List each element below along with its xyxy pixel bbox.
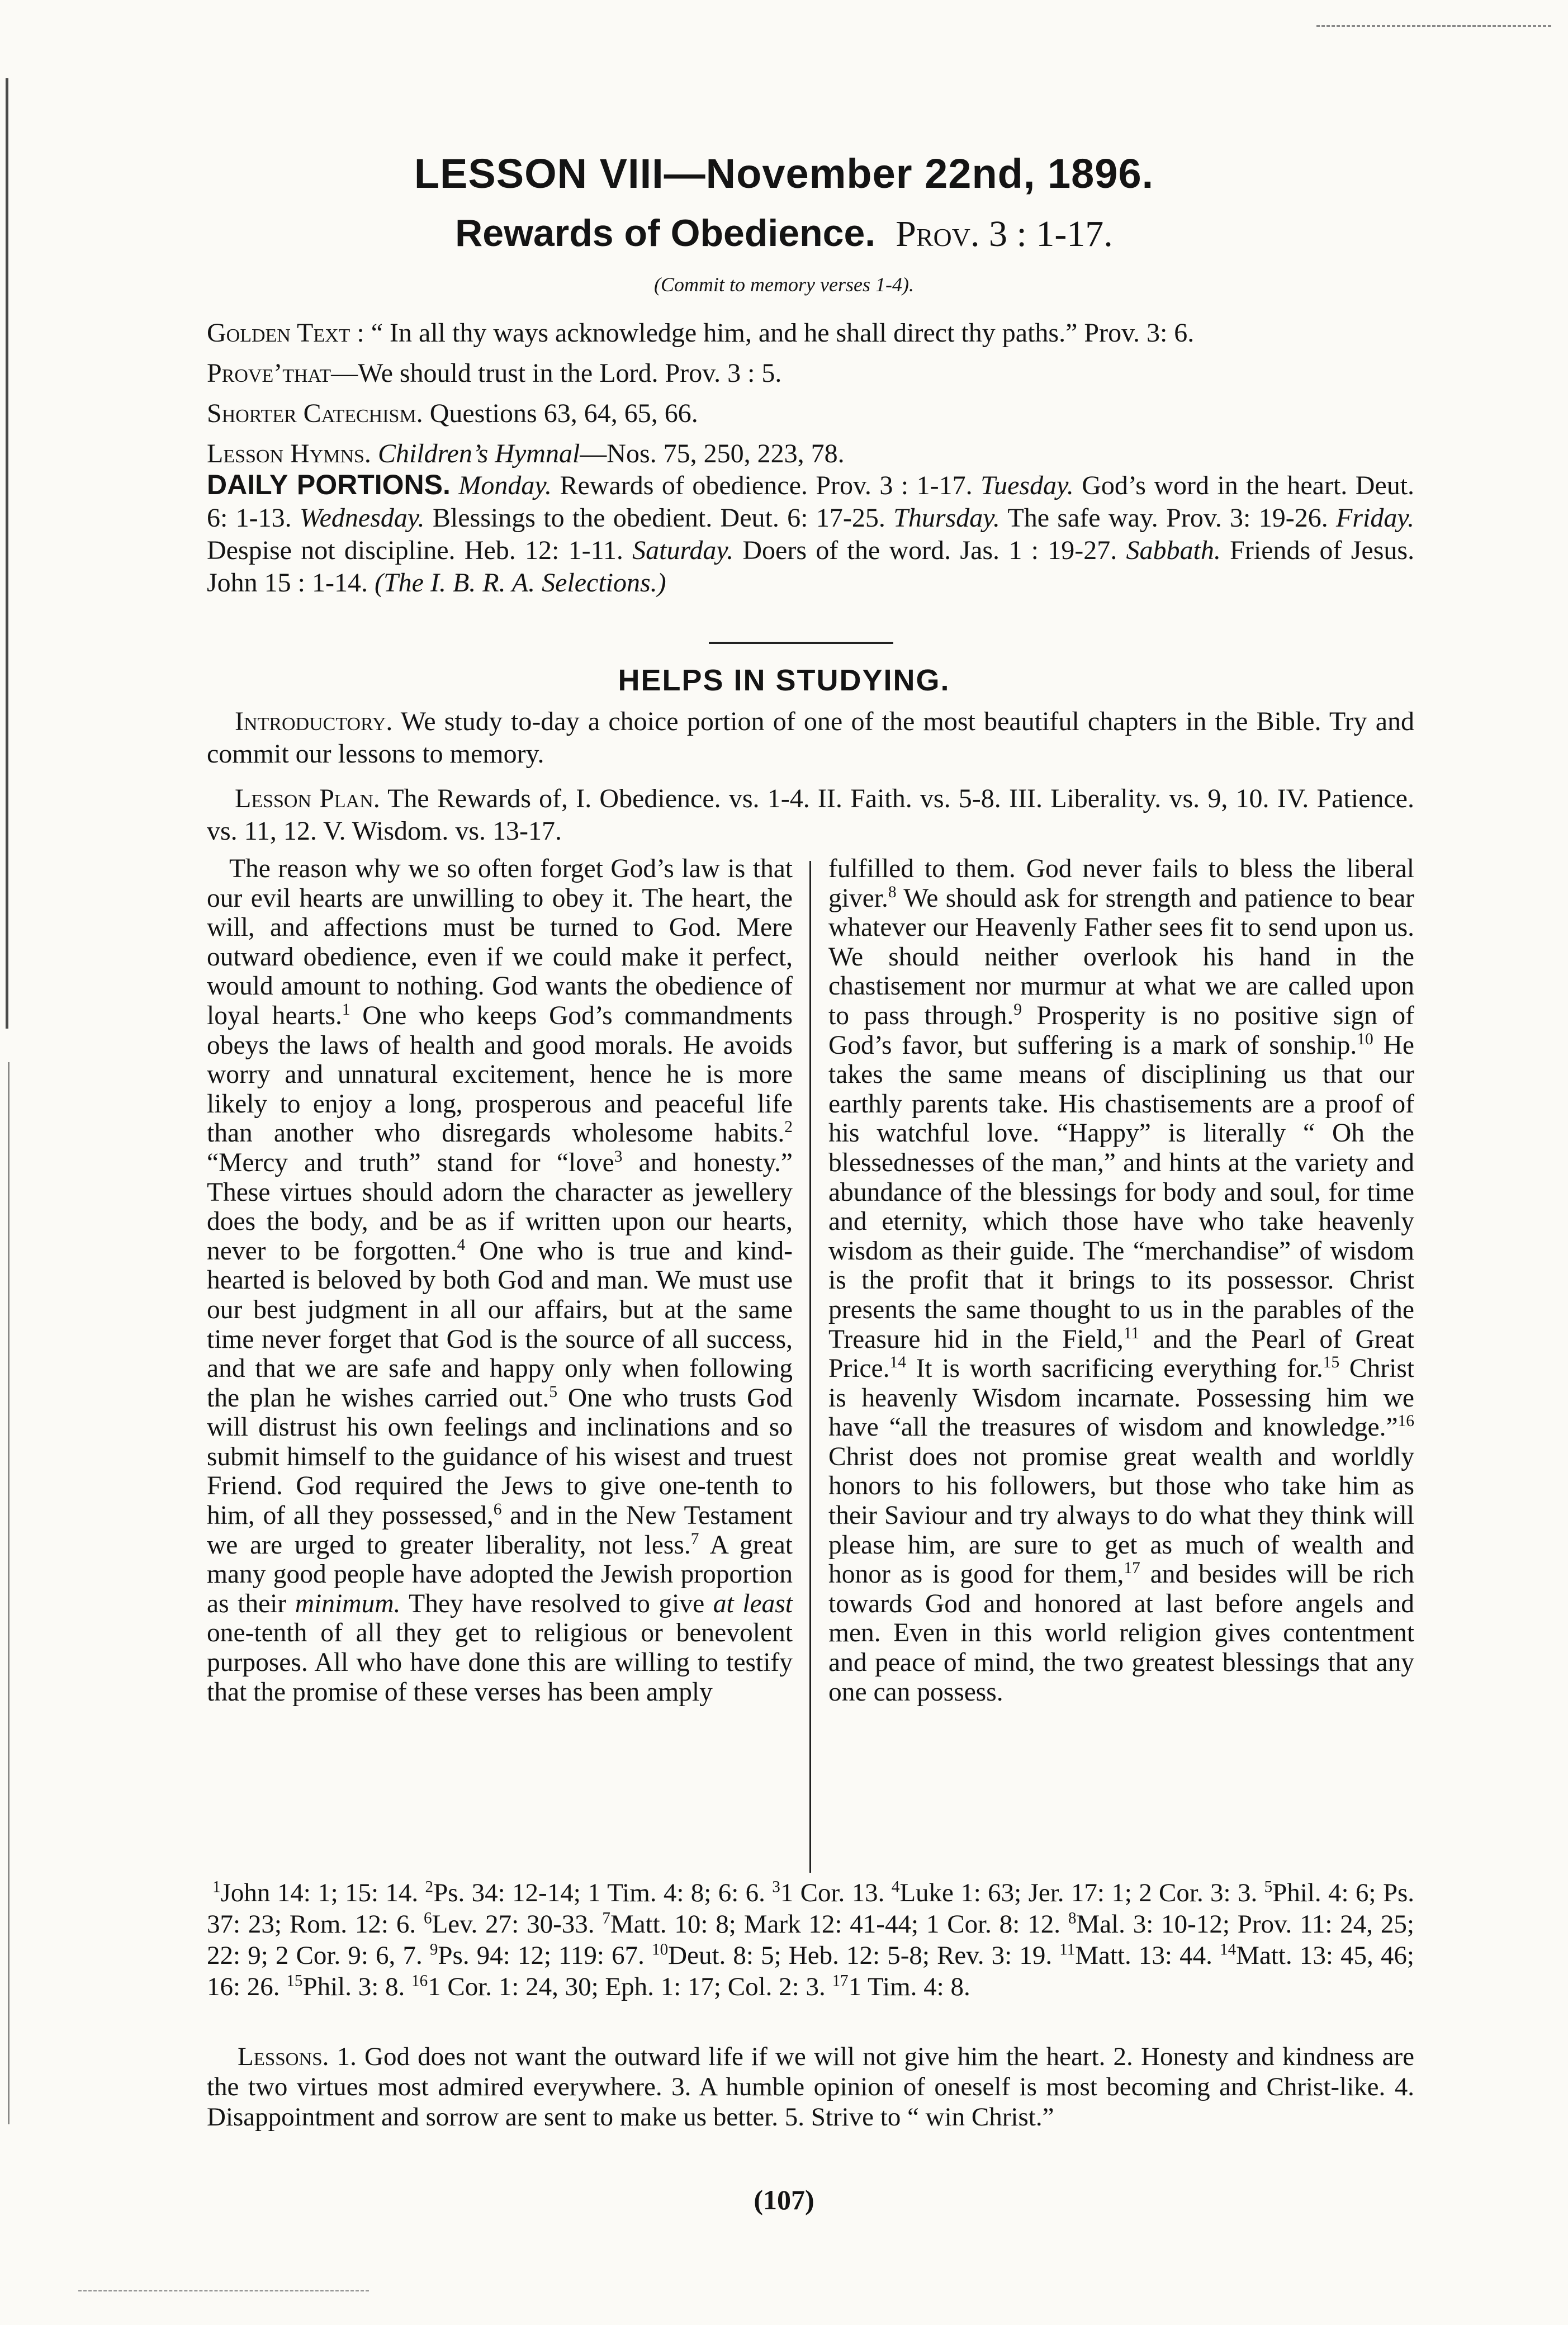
- daily-portions-heading: DAILY PORTIONS.: [207, 469, 451, 500]
- daily-item-text: Blessings to the obedient. Deut. 6: 17-25.: [432, 503, 885, 533]
- daily-item-day: Thursday.: [893, 503, 1000, 533]
- daily-item-text: Rewards of obedience. Prov. 3 : 1-17.: [560, 471, 973, 500]
- footnote-marker: 15: [1323, 1353, 1340, 1372]
- text-run: We should ask for strength and patience to bear whatever our Heavenly Father sees fit to send upon us. We should neither overlook his hand in the chastisement nor murmur at what we are called upon to pass through.: [828, 883, 1414, 1030]
- lessons-body: 1. God does not want the outward life if we will not give him the heart. 2. Honesty and kindness are the two virtues most admired everywhere. 3. A humble opinion of oneself is most becoming and Christ-like. 4. Disappointment and sorrow are sent to make us better. 5. Strive to “ win Christ.”: [207, 2042, 1415, 2132]
- footnote-marker: 16: [1398, 1412, 1414, 1431]
- hymnal-title: Children’s Hymnal: [377, 439, 580, 468]
- emphasis-text: at least: [713, 1589, 793, 1618]
- lessons-label: Lessons.: [238, 2042, 329, 2071]
- lessons: [207, 2042, 1414, 2132]
- text-run: and the Pearl of Great Price.: [828, 1324, 1414, 1384]
- golden-text-label: Golden Text :: [207, 318, 364, 348]
- text-run: It is worth sacrificing everything for.: [906, 1354, 1323, 1384]
- text-run: Phil. 4: 6; Ps. 37: 23; Rom. 12: 6.: [207, 1878, 1414, 1939]
- text-run: 1 Cor. 1: 24, 30; Eph. 1: 17; Col. 2: 3.: [428, 1972, 832, 2001]
- golden-text-body: “ In all thy ways acknowledge him, and he shall direct thy paths.” Prov. 3: 6.: [371, 318, 1195, 348]
- footnote-marker: 11: [1059, 1940, 1076, 1959]
- footnote-marker: 17: [832, 1972, 849, 1990]
- footnote-marker: 2: [784, 1118, 793, 1137]
- memory-note: (Commit to memory verses 1-4).: [654, 273, 914, 296]
- daily-portions: [207, 468, 1414, 599]
- footnote-marker: 5: [549, 1382, 558, 1401]
- footnote-marker: 6: [493, 1500, 502, 1519]
- catechism-body: Questions 63, 64, 65, 66.: [429, 399, 698, 428]
- text-run: Matt. 13: 44.: [1075, 1941, 1220, 1970]
- footnote-marker: 10: [1357, 1030, 1373, 1048]
- text-run: The reason why we so often forget God’s law is that our evil hearts are unwilling to obey it. The heart, the will, and affections must be turned to God. Mere outward obedience, even if we could make it perfect, would amount to nothing. God wants the obedience of loyal hearts.: [207, 854, 793, 1030]
- golden-text: [207, 318, 1414, 348]
- body-column-left: [207, 854, 793, 1707]
- daily-item-day: Friday.: [1336, 503, 1415, 533]
- daily-item-text: Doers of the word. Jas. 1 : 19-27.: [742, 536, 1117, 565]
- footnotes: [207, 1877, 1414, 2002]
- text-run: and in the New Testament we are urged to greater liberality, not less.: [207, 1501, 793, 1560]
- introductory-label: Introductory.: [235, 707, 393, 736]
- prove-that: [207, 358, 1414, 389]
- daily-item: [632, 536, 1117, 565]
- daily-item-day: Wednesday.: [300, 503, 425, 533]
- text-run: Mal. 3: 10-12; Prov. 11: 24, 25; 22: 9; 2 Cor. 9: 6, 7.: [207, 1910, 1414, 1970]
- lesson-plan: [207, 783, 1414, 847]
- text-run: John 14: 1; 15: 14.: [220, 1878, 425, 1907]
- helps-heading: HELPS IN STUDYING.: [618, 664, 950, 697]
- text-run: Ps. 94: 12; 119: 67.: [438, 1941, 652, 1970]
- text-run: and besides will be rich towards God and honored at last before angels and men. Even in this world religion gives contentment and peace of mind, the two greatest blessings that any one can possess.: [828, 1560, 1414, 1707]
- text-run: Phil. 3: 8.: [302, 1972, 412, 2001]
- footnote-marker: 4: [891, 1878, 900, 1896]
- selections-note: (The I. B. R. A. Selections.): [375, 568, 666, 598]
- introductory: [207, 705, 1414, 770]
- text-run: A great many good people have adopted the Jewish proportion as their: [207, 1530, 793, 1618]
- hymns-body: —Nos. 75, 250, 223, 78.: [580, 439, 845, 468]
- footnote-marker: 4: [457, 1235, 466, 1254]
- body-column-right: [828, 854, 1414, 1707]
- prove-that-body: We should trust in the Lord. Prov. 3 : 5.: [358, 358, 782, 388]
- daily-item-day: Monday.: [458, 471, 552, 500]
- text-run: fulfilled to them. God never fails to bless the liberal giver.: [828, 854, 1414, 913]
- text-run: Ps. 34: 12-14; 1 Tim. 4: 8; 6: 6.: [433, 1878, 773, 1907]
- hymns-label: Lesson Hymns.: [207, 439, 371, 468]
- lesson-subtitle: Rewards of Obedience.: [455, 212, 876, 254]
- footnote-marker: 7: [690, 1530, 699, 1548]
- lesson-plan-body: The Rewards of, I. Obedience. vs. 1-4. II. Faith. vs. 5-8. III. Liberality. vs. 9, 10. IV. Patience. vs. 11, 12. V. Wisdom. vs. 13-17.: [207, 784, 1414, 846]
- footnote-marker: 17: [1124, 1559, 1140, 1578]
- scripture-reference: Prov. 3 : 1-17.: [896, 214, 1113, 254]
- page-number: (107): [754, 2184, 814, 2215]
- text-run: Deut. 8: 5; Heb. 12: 5-8; Rev. 3: 19.: [668, 1941, 1060, 1970]
- shorter-catechism: [207, 398, 1414, 429]
- footnote-marker: 2: [425, 1878, 434, 1896]
- text-run: Prosperity is no positive sign of God’s favor, but suffering is a mark of sonship.: [828, 1001, 1415, 1060]
- lesson-hymns: [207, 438, 1414, 469]
- daily-item-text: God’s word in the heart. Deut. 6: 1-13.: [207, 471, 1415, 533]
- text-run: One who keeps God’s commandments obeys the laws of health and good morals. He avoids worry and unnatural excitement, hence he is more likely to enjoy a long, prosperous and peaceful life than another who disregards wholesome habits.: [207, 1001, 793, 1148]
- text-run: Christ is heavenly Wisdom incarnate. Possessing him we have “all the treasures of wisdom and knowledge.”: [828, 1354, 1414, 1442]
- text-run: “Mercy and truth” stand for “love: [207, 1148, 614, 1177]
- daily-item-text: Friends of Jesus. John 15 : 1-14.: [207, 536, 1415, 598]
- daily-item: [300, 503, 885, 533]
- daily-item: [893, 503, 1328, 533]
- daily-item-day: Saturday.: [632, 536, 734, 565]
- prove-that-label: Prove’that—: [207, 358, 358, 388]
- text-run: Luke 1: 63; Jer. 17: 1; 2 Cor. 3: 3.: [899, 1878, 1264, 1907]
- footnote-marker: 3: [772, 1878, 780, 1896]
- daily-item-day: Sabbath.: [1126, 536, 1221, 565]
- scan-noise-top: [1316, 25, 1551, 27]
- footnote-marker: 10: [652, 1940, 669, 1959]
- daily-item-day: Tuesday.: [980, 471, 1074, 500]
- text-run: one-tenth of all they get to religious or benevolent purposes. All who have done this are willing to testify that the promise of these verses has been amply: [207, 1618, 793, 1707]
- text-run: 1 Cor. 13.: [780, 1878, 892, 1907]
- footnote-marker: 9: [1013, 1001, 1022, 1019]
- footnote-marker: 3: [614, 1148, 623, 1166]
- text-run: They have resolved to give: [400, 1589, 713, 1618]
- footnote-marker: 11: [1123, 1324, 1140, 1342]
- catechism-label: Shorter Catechism.: [207, 399, 423, 428]
- text-run: Christ does not promise great wealth and worldly honors to his followers, but those who take him as their Saviour and try always to do what they think will please him, are sure to get as much of wealth and honor as is good for them,: [828, 1442, 1414, 1589]
- lesson-title: LESSON VIII—November 22nd, 1896.: [414, 150, 1154, 197]
- scan-margin-mark: [8, 1062, 10, 2124]
- footnote-marker: 6: [423, 1909, 432, 1928]
- footnote-marker: 9: [429, 1940, 438, 1959]
- scan-noise-bottom: [78, 2290, 369, 2291]
- introductory-body: We study to-day a choice portion of one of the most beautiful chapters in the Bible. Try and commit our lessons to memory.: [207, 707, 1414, 769]
- text-run: Matt. 10: 8; Mark 12: 41-44; 1 Cor. 8: 12.: [610, 1910, 1068, 1939]
- text-run: 1 Tim. 4: 8.: [848, 1972, 970, 2001]
- footnote-marker: 14: [889, 1353, 906, 1372]
- section-divider: [709, 642, 893, 644]
- text-run: and honesty.” These virtues should adorn the character as jewellery does the body, and be as if written upon our hearts, never to be forgotten.: [207, 1148, 793, 1266]
- lesson-subtitle-line: [0, 211, 1568, 255]
- column-divider: [809, 861, 811, 1873]
- lesson-plan-label: Lesson Plan.: [235, 784, 380, 813]
- daily-item-text: Despise not discipline. Heb. 12: 1-11.: [207, 536, 623, 565]
- footnote-marker: 8: [1068, 1909, 1077, 1928]
- footnote-marker: 16: [411, 1972, 428, 1990]
- text-run: Matt. 13: 45, 46; 16: 26.: [207, 1941, 1414, 2001]
- daily-item-text: The safe way. Prov. 3: 19-26.: [1007, 503, 1328, 533]
- text-run: One who is true and kind-hearted is beloved by both God and man. We must use our best judgment in all our affairs, but at the same time never forget that God is the source of all success, and that we are safe and happy only when following the plan he wishes carried out.: [207, 1236, 793, 1413]
- footnote-marker: 7: [602, 1909, 610, 1928]
- footnote-marker: 1: [212, 1878, 221, 1896]
- footnote-marker: 5: [1264, 1878, 1273, 1896]
- text-run: Lev. 27: 30-33.: [432, 1910, 603, 1939]
- footnote-marker: 14: [1220, 1940, 1237, 1959]
- footnote-marker: 1: [342, 1001, 350, 1019]
- text-run: He takes the same means of disciplining us that our earthly parents take. His chastisements are a proof of his watchful love. “Happy” is literally “ Oh the blessednesses of the man,” and hints at the variety and abundance of the blessings for body and soul, for time and eternity, which those have who take heavenly wisdom as their guide. The “merchandise” of wisdom is the profit that it brings to its possessor. Christ presents the same thought to us in the parables of the Treasure hid in the Field,: [828, 1030, 1414, 1354]
- daily-item: [458, 471, 972, 500]
- text-run: One who trusts God will distrust his own feelings and inclinations and so submit himself to the guidance of his wisest and truest Friend. God required the Jews to give one-tenth to him, of all they possessed,: [207, 1383, 793, 1531]
- emphasis-text: minimum.: [295, 1589, 401, 1618]
- footnote-marker: 8: [888, 883, 897, 901]
- footnote-marker: 15: [286, 1972, 303, 1990]
